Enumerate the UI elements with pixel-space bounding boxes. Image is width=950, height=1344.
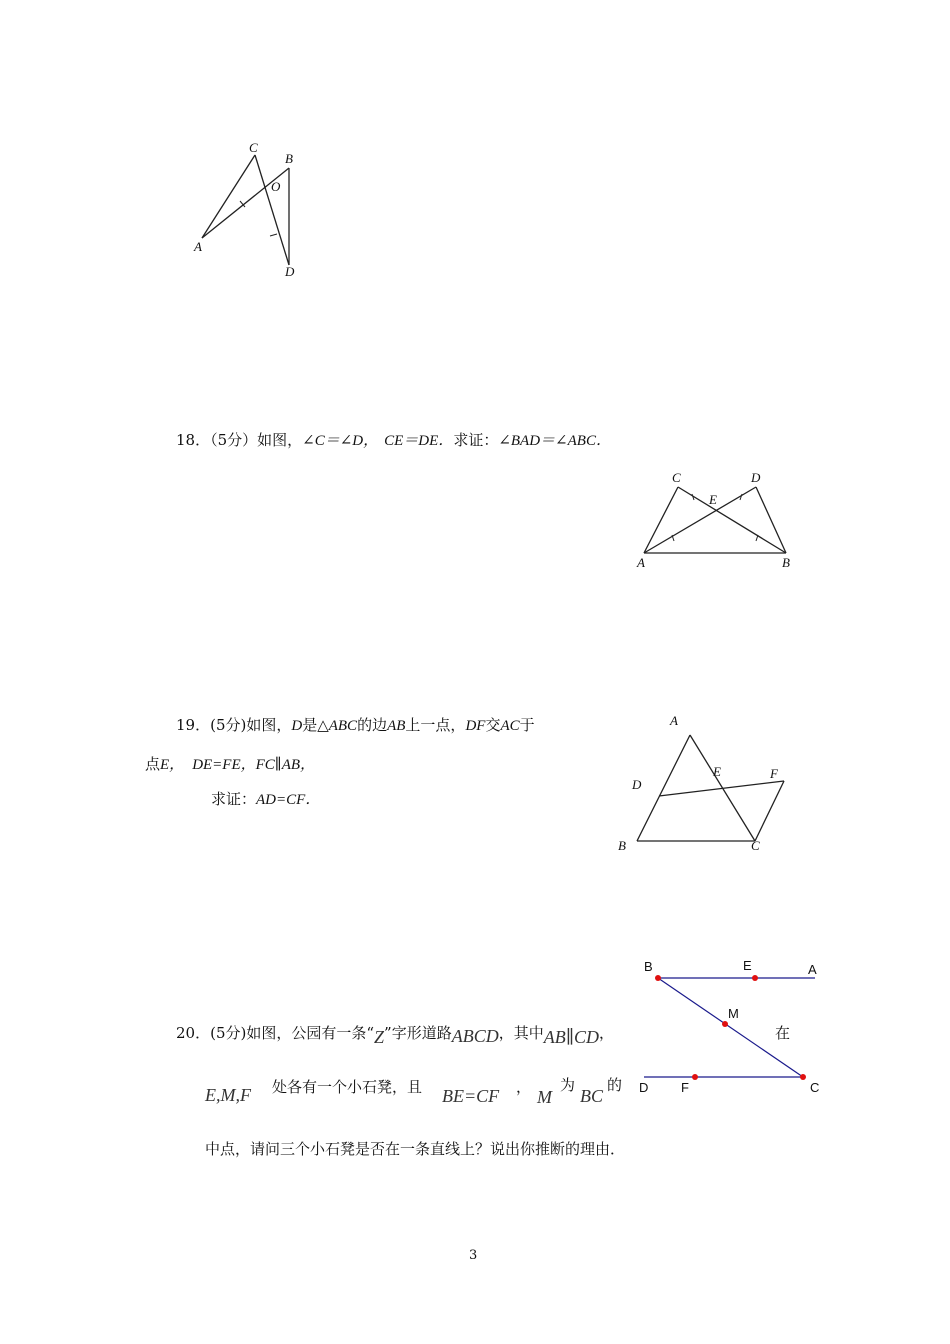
q19-text: 的边 xyxy=(357,716,388,734)
label-b: B xyxy=(782,555,790,570)
figure-20 xyxy=(630,955,825,1095)
label-f: F xyxy=(681,1080,689,1095)
label-a: A xyxy=(670,713,678,728)
label-d: D xyxy=(751,470,761,485)
label-e: E xyxy=(713,764,721,779)
word-wei: 为 xyxy=(560,1076,576,1094)
label-c: C xyxy=(810,1080,820,1095)
question-20-line-1 xyxy=(176,1022,615,1047)
figure-17 xyxy=(185,135,315,285)
label-a: A xyxy=(808,962,817,977)
condition-be-cf: BE=CF xyxy=(442,1086,500,1106)
comma: ， xyxy=(516,1078,532,1096)
word-de: 的 xyxy=(607,1076,623,1094)
road-abcd: ABCD xyxy=(451,1026,499,1046)
figure-19 xyxy=(610,705,810,860)
q19-text: 点 xyxy=(145,755,161,773)
q19-text: 求证： xyxy=(211,790,257,808)
question-19-line-1 xyxy=(176,714,535,735)
question-19-line-2 xyxy=(145,753,315,774)
label-o: O xyxy=(271,179,281,194)
label-c: C xyxy=(249,140,258,155)
label-b: B xyxy=(644,959,653,974)
q20-text: 20．(5分)如图，公园有一条“ xyxy=(176,1024,375,1042)
letter-z: Z xyxy=(374,1027,385,1047)
question-number: 18． xyxy=(176,431,211,449)
q20-text: ”字形道路 xyxy=(384,1024,452,1042)
label-d: D xyxy=(632,777,642,792)
label-f: F xyxy=(770,766,778,781)
condition-de-fe: DE=FE， xyxy=(192,757,256,773)
page-number: 3 xyxy=(469,1248,478,1263)
label-c: C xyxy=(751,838,760,853)
side-ac: AC xyxy=(500,718,520,734)
q19-text: 上一点， xyxy=(405,716,466,734)
label-b: B xyxy=(618,838,626,853)
point-e: E， xyxy=(160,757,185,773)
label-b: B xyxy=(285,151,293,166)
ask: 求证： xyxy=(453,431,499,449)
question-20-line-2a: 处各有一个小石凳，且 xyxy=(272,1078,423,1096)
q20-text: ， xyxy=(599,1024,615,1042)
score: （5分） xyxy=(210,431,258,449)
q19-text: 是△ xyxy=(302,716,329,734)
q19-text: 19．(5分)如图， xyxy=(176,716,292,734)
condition-parallel: AB∥CD xyxy=(543,1027,600,1047)
goal: ∠BAD＝∠ABC． xyxy=(498,433,611,449)
q19-text: 交 xyxy=(485,716,501,734)
question-18 xyxy=(176,429,611,450)
goal: AD=CF． xyxy=(256,792,321,808)
label-d: D xyxy=(639,1080,649,1095)
label-a: A xyxy=(637,555,645,570)
label-m: M xyxy=(728,1006,739,1021)
question-20-line-3: 中点，请问三个小石凳是否在一条直线上？说出你推断的理由． xyxy=(205,1140,626,1158)
points-e-m-f: E,M,F xyxy=(205,1085,251,1105)
label-e: E xyxy=(709,492,717,507)
label-a: A xyxy=(194,239,202,254)
q20-text: ，其中 xyxy=(498,1024,544,1042)
condition-parallel: FC∥AB， xyxy=(255,757,316,773)
condition-segment: CE＝DE． xyxy=(384,433,454,449)
triangle-abc: ABC xyxy=(328,718,358,734)
label-d: D xyxy=(285,264,295,279)
condition-angle: ∠C＝∠D， xyxy=(302,433,379,449)
point-m: M xyxy=(537,1087,552,1107)
question-19-line-3 xyxy=(211,788,320,809)
figure-18 xyxy=(630,465,800,575)
lead: 如图， xyxy=(257,431,303,449)
point-d: D xyxy=(291,718,303,734)
label-c: C xyxy=(672,470,681,485)
side-ab: AB xyxy=(387,718,406,734)
label-e: E xyxy=(743,958,752,973)
q19-text: 于 xyxy=(519,716,535,734)
segment-bc: BC xyxy=(580,1086,604,1106)
segment-df: DF xyxy=(465,718,486,734)
question-20-word-zai: 在 xyxy=(775,1024,791,1042)
